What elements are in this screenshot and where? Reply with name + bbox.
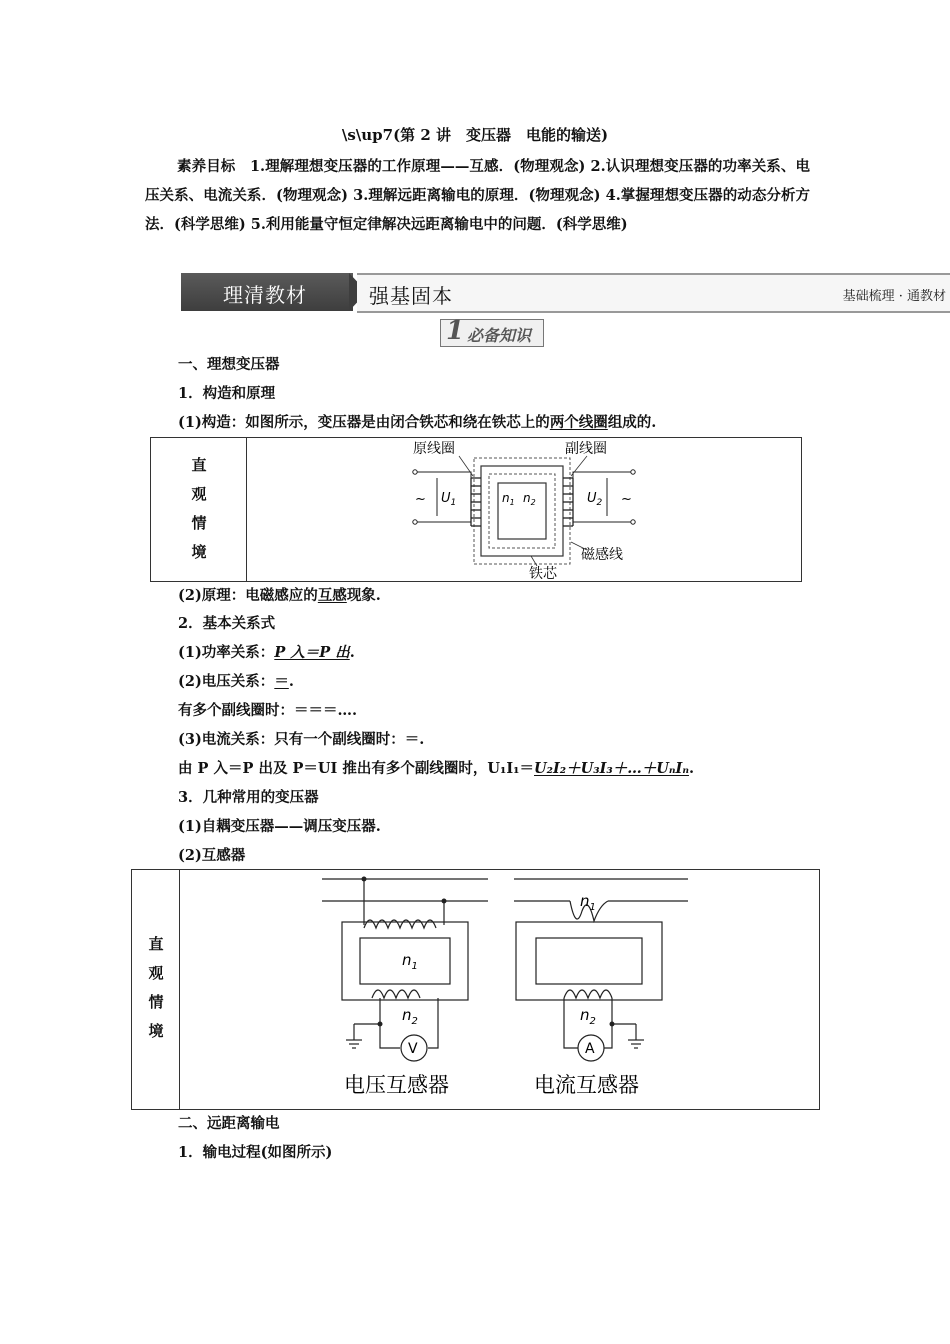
transmission-process-heading: 1．输电过程(如图所示) [178,1144,333,1161]
table-side-label: 直 观 情 境 [191,456,207,561]
secondary-coil [563,478,573,526]
table-side-label: 直 观 情 境 [148,935,164,1040]
terminal-dot [631,470,635,474]
ct-n1-label: $n_1$ [580,892,596,913]
instrument-transformer-diagram [302,870,702,1109]
n1-label: $n_1$ [502,491,515,507]
n2-label: $n_2$ [523,491,536,507]
multi-coil-current: 由 P 入＝P 出及 P＝UI 推出有多个副线圈时，U₁I₁＝U₂I₂＋U₃I₃＋…＋UₙIₙ. [178,760,695,777]
vt-n1-label: $n_1$ [402,951,418,972]
terminal-dot [631,520,635,524]
transformer-diagram [411,438,641,581]
banner-dark-text: 理清教材 [223,283,307,307]
power-blank: P 入＝P 出 [274,644,350,661]
section1-heading: 一、理想变压器 [178,356,280,373]
current-relation: (3)电流关系：只有一个副线圈时：＝. [178,731,425,748]
lesson-title: \s\up7(第 2 讲 变压器 电能的输送) [341,126,609,144]
banner-right-text: 基础梳理 · 通教材 [842,289,946,304]
instrument-transformer-line: (2)互感器 [178,847,246,864]
primary-coil-label: 原线圈 [413,441,455,457]
junction-dot [378,1022,383,1027]
autotransformer-line: (1)自耦变压器——调压变压器. [178,818,381,835]
ac-right: ~ [621,492,632,507]
current-transformer-caption: 电流互感器 [534,1073,639,1097]
voltage-relation: (2)电压关系：＝. [178,673,294,690]
secondary-coil-label: 副线圈 [565,441,607,457]
voltage-transformer [322,879,488,1061]
ac-left: ~ [415,492,426,507]
flux-label: 磁感线 [581,547,623,563]
flux-lines [489,474,555,548]
terminal-dot [413,470,417,474]
u1-label: $U_1$ [441,491,457,508]
vt-n2-label: $n_2$ [402,1006,418,1027]
power-relation: (1)功率关系：P 入＝P 出. [178,644,355,661]
junction-dot [362,877,367,882]
construction-heading: 1．构造和原理 [178,385,276,402]
badge-text: 必备知识 [467,326,532,345]
principle-line: (2)原理：电磁感应的互感现象. [178,587,381,604]
knowledge-badge [440,316,544,347]
learning-goals: 素养目标 1.理解理想变压器的工作原理——互感．(物理观念) 2.认识理想变压器的功率关系、电压关系、电流关系．(物理观念) 3.理解远距离输电的原理．(物理观念) 4.掌握理想变压器的动态分析方法．(科学思维) 5.利用能量守恒定律解决远距离输电中的问题．(科学思维) [145,158,810,233]
table-divider [179,870,180,1109]
relations-heading: 2．基本关系式 [178,615,276,632]
current-transformer [514,879,688,1061]
u2-label: $U_2$ [587,491,603,508]
transformer-table [150,437,802,582]
section-banner [181,273,950,311]
leader-lines [459,456,587,566]
junction-dot [442,899,447,904]
construction-line: (1)构造：如图所示，变压器是由闭合铁芯和绕在铁芯上的两个线圈组成的. [178,414,657,431]
banner-dark-tab [181,273,353,311]
derive-blank: U₂I₂＋U₃I₃＋…＋UₙIₙ [534,760,689,777]
terminal-dot [413,520,417,524]
voltmeter-symbol: V [408,1041,418,1057]
instrument-transformer-table [131,869,820,1110]
banner-light-text: 强基固本 [369,284,453,308]
primary-coil [471,478,481,526]
ct-n2-label: $n_2$ [580,1006,596,1027]
common-transformers-heading: 3．几种常用的变压器 [178,789,319,806]
table-divider [246,438,247,581]
core-outer [481,466,563,556]
badge-number: 1 [446,316,465,346]
core-label: 铁芯 [529,566,557,581]
section2-heading: 二、远距离输电 [178,1115,280,1132]
multi-coil-voltage: 有多个副线圈时：＝＝＝…. [178,702,358,719]
ammeter-symbol: A [585,1041,595,1057]
construction-blank: 两个线圈 [549,414,608,431]
junction-dot [610,1022,615,1027]
principle-blank: 互感 [317,587,347,604]
banner-light-tab [357,273,950,313]
voltage-blank: ＝ [274,673,289,690]
voltage-transformer-caption: 电压互感器 [344,1073,449,1097]
